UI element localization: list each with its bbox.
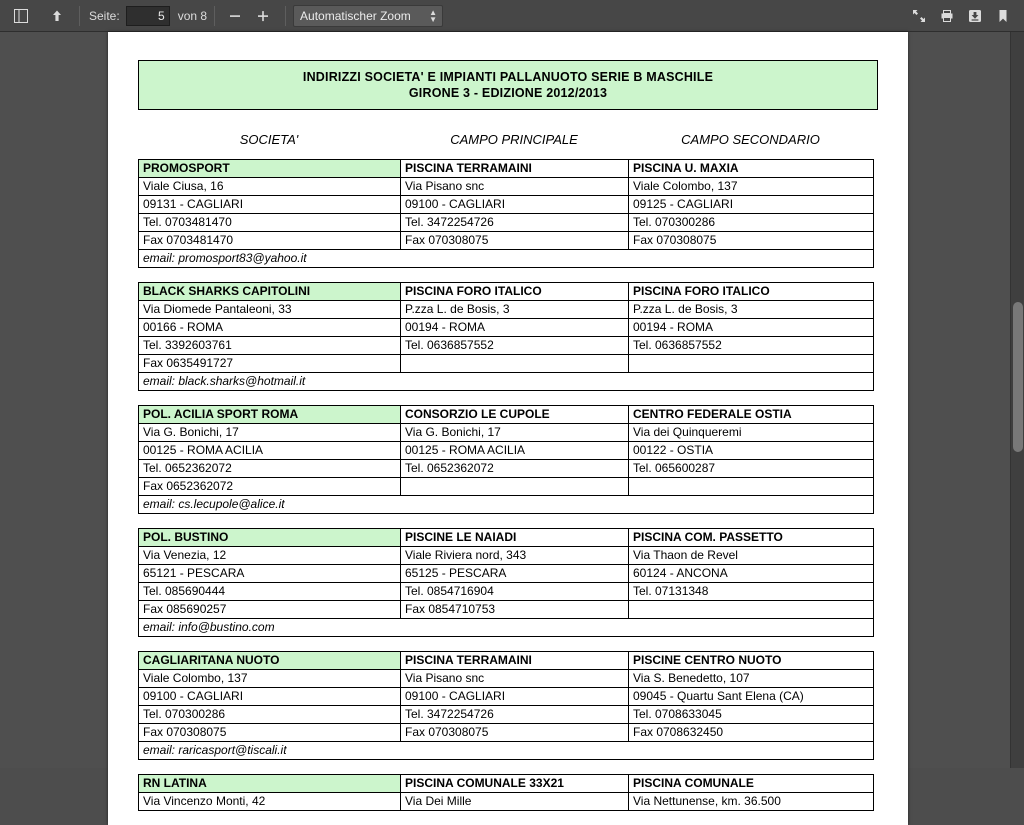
table-cell: Via Vincenzo Monti, 42 bbox=[139, 792, 401, 810]
club-header-row bbox=[139, 406, 873, 423]
club-secondary-venue: PISCINA COMUNALE bbox=[633, 776, 754, 790]
table-cell: Viale Ciusa, 16 bbox=[139, 177, 401, 195]
club-secondary-venue: CENTRO FEDERALE OSTIA bbox=[633, 407, 792, 421]
table-cell: Tel. 0854716904 bbox=[401, 582, 629, 600]
club-name: PROMOSPORT bbox=[139, 160, 401, 177]
club-secondary-venue: PISCINE CENTRO NUOTO bbox=[633, 653, 782, 667]
table-cell: Fax 070308075 bbox=[401, 231, 629, 249]
sidebar-toggle-icon[interactable] bbox=[8, 4, 34, 28]
table-cell: Tel. 0652362072 bbox=[139, 459, 401, 477]
table-cell: Fax 0635491727 bbox=[139, 354, 401, 372]
table-cell bbox=[629, 354, 873, 372]
pdf-page bbox=[108, 32, 908, 825]
table-cell bbox=[629, 477, 873, 495]
table-cell: Via Nettunense, km. 36.500 bbox=[629, 792, 873, 810]
club-email-row bbox=[139, 741, 873, 759]
table-row bbox=[139, 441, 873, 459]
table-row bbox=[139, 669, 873, 687]
table-cell: 09100 - CAGLIARI bbox=[401, 687, 629, 705]
table-cell: 09045 - Quartu Sant Elena (CA) bbox=[629, 687, 873, 705]
table-cell: Via Pisano snc bbox=[401, 177, 629, 195]
table-cell: Tel. 0652362072 bbox=[401, 459, 629, 477]
club-email-row bbox=[139, 495, 873, 513]
table-row bbox=[139, 195, 873, 213]
table-cell: Via dei Quinqueremi bbox=[629, 423, 873, 441]
table-row bbox=[139, 318, 873, 336]
zoom-in-icon[interactable] bbox=[250, 4, 276, 28]
print-icon[interactable] bbox=[934, 4, 960, 28]
club-email-row bbox=[139, 249, 873, 267]
table-cell: Fax 0703481470 bbox=[139, 231, 401, 249]
club-main-venue: CONSORZIO LE CUPOLE bbox=[401, 406, 629, 423]
club-name: BLACK SHARKS CAPITOLINI bbox=[139, 283, 401, 300]
table-row bbox=[139, 792, 873, 810]
column-header-campo-principale: CAMPO PRINCIPALE bbox=[450, 132, 578, 147]
table-cell: Viale Colombo, 137 bbox=[139, 669, 401, 687]
table-row bbox=[139, 231, 873, 249]
table-row bbox=[139, 336, 873, 354]
table-row bbox=[139, 705, 873, 723]
club-header-row bbox=[139, 529, 873, 546]
toolbar-right-group bbox=[906, 4, 1018, 28]
club-main-venue: PISCINA FORO ITALICO bbox=[401, 283, 629, 300]
table-cell: Viale Riviera nord, 343 bbox=[401, 546, 629, 564]
club-secondary-venue: PISCINA FORO ITALICO bbox=[633, 284, 770, 298]
table-row bbox=[139, 459, 873, 477]
table-cell: Tel. 070300286 bbox=[629, 213, 873, 231]
chevron-updown-icon: ▲ ▼ bbox=[429, 7, 438, 24]
toolbar-divider-2 bbox=[214, 6, 215, 26]
document-title-line1: INDIRIZZI SOCIETA' E IMPIANTI PALLANUOTO SERIE B MASCHILE bbox=[302, 70, 714, 84]
table-cell: Via Pisano snc bbox=[401, 669, 629, 687]
zoom-select-value: Automatischer Zoom bbox=[300, 8, 411, 23]
table-cell: Fax 0708632450 bbox=[629, 723, 873, 741]
zoom-select[interactable] bbox=[293, 5, 443, 27]
club-email-row bbox=[139, 372, 873, 390]
table-row bbox=[139, 723, 873, 741]
vertical-scrollbar[interactable] bbox=[1010, 32, 1024, 768]
table-row bbox=[139, 564, 873, 582]
table-cell: Via G. Bonichi, 17 bbox=[401, 423, 629, 441]
table-cell: Tel. 065600287 bbox=[629, 459, 873, 477]
club-block bbox=[138, 774, 874, 811]
table-row bbox=[139, 213, 873, 231]
table-cell: Tel. 0708633045 bbox=[629, 705, 873, 723]
table-row bbox=[139, 477, 873, 495]
document-title-line2: GIRONE 3 - EDIZIONE 2012/2013 bbox=[408, 86, 608, 100]
table-cell: Viale Colombo, 137 bbox=[629, 177, 873, 195]
table-cell: 09100 - CAGLIARI bbox=[139, 687, 401, 705]
table-row bbox=[139, 546, 873, 564]
club-block bbox=[138, 405, 874, 514]
pdf-toolbar bbox=[0, 0, 1024, 32]
table-cell: Via S. Benedetto, 107 bbox=[629, 669, 873, 687]
table-cell: Via Venezia, 12 bbox=[139, 546, 401, 564]
club-name: RN LATINA bbox=[139, 775, 401, 792]
column-header-campo-secondario: CAMPO SECONDARIO bbox=[681, 132, 820, 147]
table-cell: Tel. 3392603761 bbox=[139, 336, 401, 354]
table-cell: 00122 - OSTIA bbox=[629, 441, 873, 459]
clubs-list bbox=[138, 159, 878, 811]
page-label: Seite: bbox=[89, 8, 120, 23]
club-email: email: info@bustino.com bbox=[139, 618, 873, 636]
table-cell: Fax 070308075 bbox=[629, 231, 873, 249]
club-block bbox=[138, 651, 874, 760]
scrollbar-thumb[interactable] bbox=[1013, 302, 1023, 452]
club-secondary-venue: PISCINA COM. PASSETTO bbox=[633, 530, 783, 544]
table-cell: Tel. 0636857552 bbox=[401, 336, 629, 354]
table-cell: 00194 - ROMA bbox=[401, 318, 629, 336]
table-cell: Tel. 0703481470 bbox=[139, 213, 401, 231]
table-cell: Tel. 3472254726 bbox=[401, 213, 629, 231]
table-cell: 65121 - PESCARA bbox=[139, 564, 401, 582]
club-main-venue: PISCINA TERRAMAINI bbox=[401, 652, 629, 669]
club-header-row bbox=[139, 652, 873, 669]
table-cell: 60124 - ANCONA bbox=[629, 564, 873, 582]
fullscreen-icon[interactable] bbox=[906, 4, 932, 28]
table-cell: Tel. 07131348 bbox=[629, 582, 873, 600]
club-secondary-venue: PISCINA U. MAXIA bbox=[633, 161, 739, 175]
table-cell: Via G. Bonichi, 17 bbox=[139, 423, 401, 441]
table-cell: 00125 - ROMA ACILIA bbox=[139, 441, 401, 459]
bookmark-icon[interactable] bbox=[990, 4, 1016, 28]
page-number-input[interactable] bbox=[126, 6, 170, 26]
table-cell: 00125 - ROMA ACILIA bbox=[401, 441, 629, 459]
club-name: POL. BUSTINO bbox=[139, 529, 401, 546]
table-row bbox=[139, 354, 873, 372]
table-cell: P.zza L. de Bosis, 3 bbox=[629, 300, 873, 318]
table-cell: Tel. 070300286 bbox=[139, 705, 401, 723]
table-cell: Tel. 085690444 bbox=[139, 582, 401, 600]
table-cell: 00166 - ROMA bbox=[139, 318, 401, 336]
table-row bbox=[139, 423, 873, 441]
club-name: CAGLIARITANA NUOTO bbox=[139, 652, 401, 669]
table-cell: Fax 0854710753 bbox=[401, 600, 629, 618]
club-block bbox=[138, 282, 874, 391]
download-icon[interactable] bbox=[962, 4, 988, 28]
club-header-row bbox=[139, 160, 873, 177]
table-cell: 65125 - PESCARA bbox=[401, 564, 629, 582]
table-cell: 00194 - ROMA bbox=[629, 318, 873, 336]
document-title bbox=[138, 60, 878, 110]
table-row bbox=[139, 300, 873, 318]
upload-icon[interactable] bbox=[44, 4, 70, 28]
page-total-label: von 8 bbox=[177, 8, 208, 23]
table-cell: Via Thaon de Revel bbox=[629, 546, 873, 564]
table-cell: Tel. 3472254726 bbox=[401, 705, 629, 723]
table-cell: 09131 - CAGLIARI bbox=[139, 195, 401, 213]
table-cell: Via Diomede Pantaleoni, 33 bbox=[139, 300, 401, 318]
table-cell: Fax 070308075 bbox=[401, 723, 629, 741]
table-cell: 09125 - CAGLIARI bbox=[629, 195, 873, 213]
zoom-out-icon[interactable] bbox=[222, 4, 248, 28]
table-row bbox=[139, 687, 873, 705]
club-main-venue: PISCINA COMUNALE 33X21 bbox=[401, 775, 629, 792]
column-headers bbox=[138, 132, 878, 147]
table-row bbox=[139, 582, 873, 600]
club-block bbox=[138, 528, 874, 637]
toolbar-divider-1 bbox=[79, 6, 80, 26]
column-header-societa: SOCIETA' bbox=[239, 132, 299, 147]
club-name: POL. ACILIA SPORT ROMA bbox=[139, 406, 401, 423]
club-email: email: black.sharks@hotmail.it bbox=[139, 372, 873, 390]
pdf-viewer[interactable] bbox=[0, 32, 1024, 808]
table-cell bbox=[401, 477, 629, 495]
table-cell: 09100 - CAGLIARI bbox=[401, 195, 629, 213]
table-cell: Tel. 0636857552 bbox=[629, 336, 873, 354]
table-row bbox=[139, 177, 873, 195]
table-cell bbox=[629, 600, 873, 618]
club-email: email: promosport83@yahoo.it bbox=[139, 249, 873, 267]
club-main-venue: PISCINE LE NAIADI bbox=[401, 529, 629, 546]
table-cell: P.zza L. de Bosis, 3 bbox=[401, 300, 629, 318]
toolbar-divider-3 bbox=[285, 6, 286, 26]
club-email: email: raricasport@tiscali.it bbox=[139, 741, 873, 759]
table-cell: Fax 085690257 bbox=[139, 600, 401, 618]
club-header-row bbox=[139, 775, 873, 792]
club-email: email: cs.lecupole@alice.it bbox=[139, 495, 873, 513]
table-cell: Via Dei Mille bbox=[401, 792, 629, 810]
club-block bbox=[138, 159, 874, 268]
table-cell bbox=[401, 354, 629, 372]
club-header-row bbox=[139, 283, 873, 300]
club-main-venue: PISCINA TERRAMAINI bbox=[401, 160, 629, 177]
table-cell: Fax 070308075 bbox=[139, 723, 401, 741]
table-row bbox=[139, 600, 873, 618]
table-cell: Fax 0652362072 bbox=[139, 477, 401, 495]
club-email-row bbox=[139, 618, 873, 636]
